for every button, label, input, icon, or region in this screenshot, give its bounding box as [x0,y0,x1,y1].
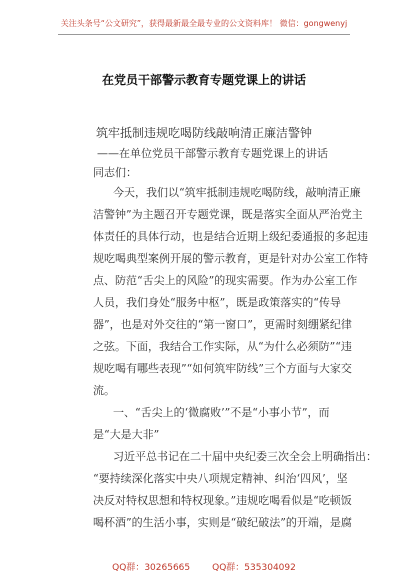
document-title: 在党员干部警示教育专题党课上的讲话 [101,73,306,87]
body-line: 今天，我们以“筑牢抵制违规吃喝防线，敲响清正廉 [113,186,361,199]
body-line: 规吃喝典型案例开展的警示教育，更是针对办公室工作特 [93,252,368,265]
body-line: 流。 [93,384,115,397]
section-heading-line: 是“大是大非” [93,428,160,441]
footer-qq-group-1: QQ群：30265665 [112,563,191,573]
body-line: 决反对特权思想和特权现象。”违规吃喝看似是“吃顿饭 [93,494,352,507]
document-subtitle-secondary: ——在单位党员干部警示教育专题党课上的讲话 [97,147,328,160]
greeting: 同志们： [93,166,137,179]
footer-qq-group-2: QQ群：535304092 [212,563,296,573]
body-line: 习近平总书记在二十届中央纪委三次全会上明确指出： [113,450,377,463]
document-subtitle: 筑牢抵制违规吃喝防线敲响清正廉洁警钟 [95,126,312,140]
body-line: 点、防范“舌尖上的风险”的现实需要。作为办公室工作 [93,274,358,287]
header-note: 关注头条号“公文研究”，获得最新最全最专业的公文资料库！ 微信：gongwenyj [60,19,348,28]
body-line: “要持续深化落实中央八项规定精神、纠治‘四风’，坚 [93,472,348,485]
body-line: 规吃喝有哪些表现”“如何筑牢防线”三个方面与大家交 [93,362,352,375]
footer [0,560,408,573]
body-line: 洁警钟”为主题召开专题党课，既是落实全面从严治党主 [93,208,363,221]
body-line: 体责任的具体行动，也是结合近期上级纪委通报的多起违 [93,230,368,243]
body-line: 喝杯酒”的生活小事，实则是“破纪破法”的开端，是腐 [93,516,352,529]
body-line: 器”，也是对外交往的“第一窗口”，更需时刻绷紧纪律 [93,318,352,331]
body-line: 之弦。下面，我结合工作实际，从“为什么必须防”“违 [93,340,352,353]
section-heading-line: 一、“舌尖上的‘微腐败’”不是“小事小节”，而 [113,406,330,419]
body-line: 人员，我们身处“服务中枢”，既是政策落实的“传导 [93,296,341,309]
